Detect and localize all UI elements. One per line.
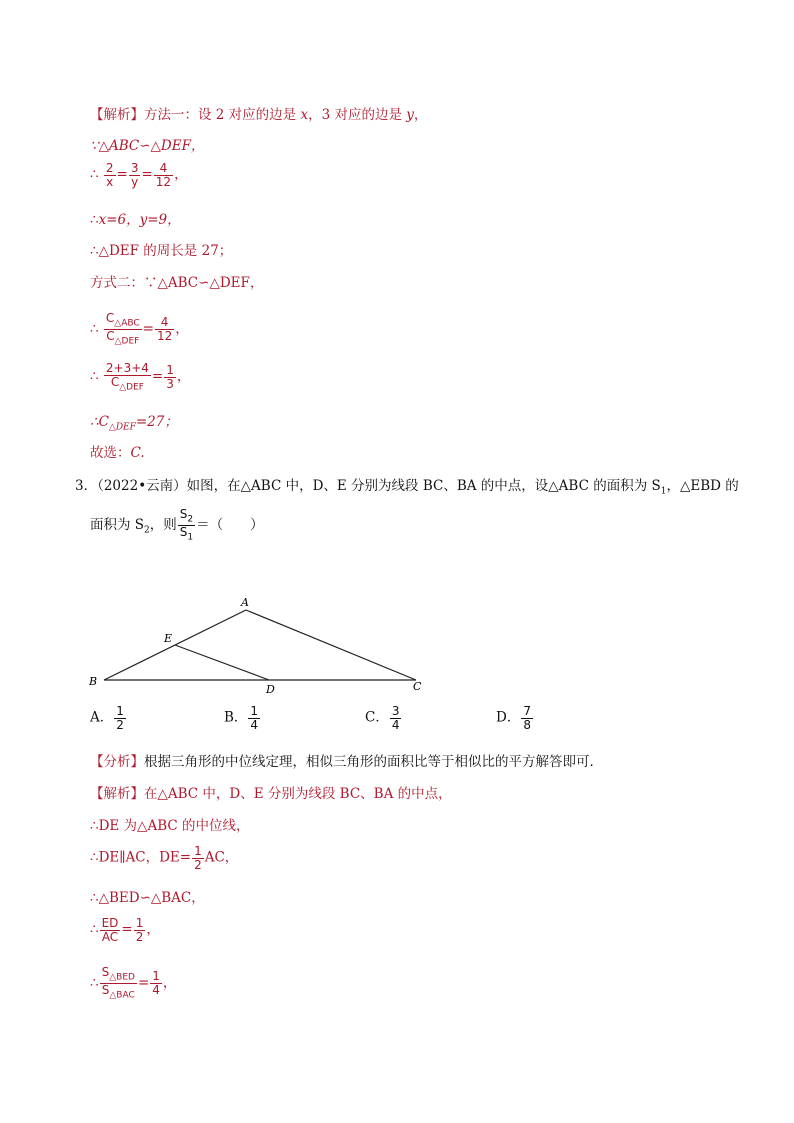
label-a: A xyxy=(241,596,249,609)
analysis-text: 根据三角形的中位线定理，相似三角形的面积比等于相似比的平方解答即可． xyxy=(144,754,603,770)
jiexi-tag: 【解析】 xyxy=(90,107,144,123)
solution1-choose: 故选：C. xyxy=(90,445,145,461)
solution1-xy: ∴x=6，y=9， xyxy=(90,212,181,228)
jiexi-tag: 【解析】 xyxy=(90,786,144,802)
fraction: $\frac{S_2}{S_1}$ xyxy=(179,507,194,543)
solution2-line2: ∴DE 为△ABC 的中位线， xyxy=(90,818,250,834)
option-b[interactable]: B． $\frac{1}{4}$ xyxy=(224,704,259,732)
solution2-line1: 【解析】在△ABC 中，D、E 分别为线段 BC、BA 的中点， xyxy=(90,786,452,802)
fraction: $\frac{2}{x}$ xyxy=(105,161,114,189)
label-e: E xyxy=(164,632,173,645)
fraction: $\frac{3}{y}$ xyxy=(130,161,139,189)
solution1-cdef: $\therefore C_{\triangle DEF}=27$； xyxy=(90,414,178,433)
solution2-line6: ∴ $\frac{S_{\triangle BED}}{S_{\triangle BAC}}$ = $\frac{1}{4}$ ， xyxy=(90,965,177,1001)
solution1-line1 xyxy=(90,103,427,123)
solution1-perimeter: ∴△DEF 的周长是 27； xyxy=(90,243,233,259)
solution1-ratio: ∴ $\frac{2}{x}$ = $\frac{3}{y}$ = $\frac{4}{12}$ ， xyxy=(90,161,188,189)
var-y: y xyxy=(406,107,414,123)
solution1-method2: 方式二：∵△ABC∽△DEF， xyxy=(90,275,264,291)
xy-values: x=6，y=9， xyxy=(98,212,181,228)
fraction: $\frac{2+3+4}{C_{\triangle DEF}}$ xyxy=(105,361,149,392)
fraction: $\frac{1}{4}$ xyxy=(250,704,259,732)
triangle-figure xyxy=(86,590,436,700)
fraction: $\frac{4}{12}$ xyxy=(156,315,173,343)
fraction: $\frac{S_{\triangle BED}}{S_{\triangle BAC}}$ xyxy=(101,965,135,1001)
fraction: $\frac{4}{12}$ xyxy=(155,161,172,189)
option-a[interactable]: A． $\frac{1}{2}$ xyxy=(90,704,124,732)
fraction: $\frac{1}{2}$ xyxy=(194,844,202,872)
solution2-line5: ∴ $\frac{ED}{AC}$ = $\frac{1}{2}$ ， xyxy=(90,916,160,944)
midline-de xyxy=(175,645,269,680)
solution1-similar: ∵△ABC∽△DEF， xyxy=(90,138,205,154)
label-b: B xyxy=(89,675,98,688)
label-d: D xyxy=(266,683,275,696)
option-d[interactable]: D． $\frac{7}{8}$ xyxy=(496,704,531,732)
solution1-perimeter-ratio: ∴ $\frac{C_{\triangle ABC}}{C_{\triangle DEF}}$ = $\frac{4}{12}$ ， xyxy=(90,311,189,347)
fraction: $\frac{1}{3}$ xyxy=(166,363,174,391)
fraction: $\frac{1}{2}$ xyxy=(135,916,144,944)
question3-line1: 3．（2022•云南）如图，在△ABC 中，D、E 分别为线段 BC、BA 的中点，设△ABC 的面积为 $S_1$，△EBD 的 xyxy=(75,478,739,497)
method1-end: ， xyxy=(413,107,428,123)
label-c: C xyxy=(413,680,422,693)
solution2-line4: ∴△BED∽△BAC， xyxy=(90,890,205,906)
question3-line2: 面积为 $S_2$，则 $\frac{S_2}{S_1}$ ＝（ ） xyxy=(90,507,264,543)
fraction: $\frac{3}{4}$ xyxy=(391,704,400,732)
therefore-symbol: ∴ xyxy=(90,166,99,183)
fraction: $\frac{ED}{AC}$ xyxy=(101,916,119,944)
fenxi-tag: 【分析】 xyxy=(90,754,144,770)
solution1-sum-ratio: ∴ $\frac{2+3+4}{C_{\triangle DEF}}$ = $\frac{1}{3}$ ， xyxy=(90,361,191,392)
method1-text: 方法一：设 2 对应的边是 xyxy=(144,107,297,123)
var-x: x xyxy=(300,107,309,123)
fraction: $\frac{1}{2}$ xyxy=(116,704,124,732)
fraction: $\frac{1}{4}$ xyxy=(152,969,160,997)
option-c[interactable]: C． $\frac{3}{4}$ xyxy=(365,704,400,732)
fraction: $\frac{C_{\triangle ABC}}{C_{\triangle DEF}}$ xyxy=(105,311,140,347)
answer: C. xyxy=(130,445,145,461)
solution2-line3: ∴DE∥AC，DE= $\frac{1}{2}$ AC， xyxy=(90,844,239,872)
side-ac xyxy=(246,610,416,680)
method1-mid: ，3 对应的边是 xyxy=(308,107,402,123)
fraction: $\frac{7}{8}$ xyxy=(523,704,531,732)
analysis-line xyxy=(90,750,603,770)
